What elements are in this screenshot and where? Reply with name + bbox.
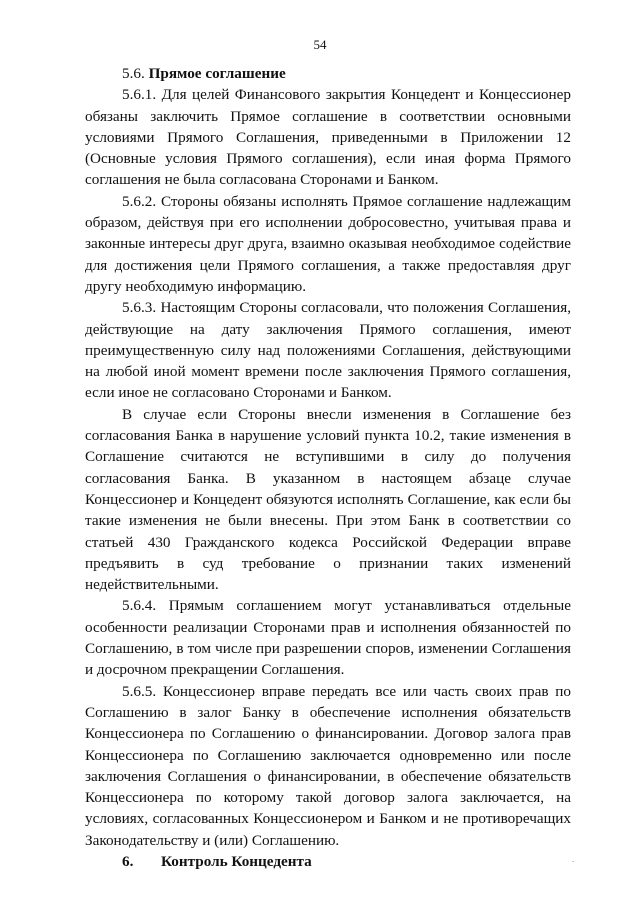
paragraph-5-6-2: 5.6.2. Стороны обязаны исполнять Прямое соглашение надлежащим образом, действуя при его исполнении добросовестно, учитывая права и законные интересы друг друга, взаимно оказывая необходимое содействие для достижения цели Прямого соглашения, а также предоставляя друг другу необходимую информацию. — [85, 192, 571, 295]
paragraph-5-6-1: 5.6.1. Для целей Финансового закрытия Концедент и Концессионер обязаны заключить Прямое соглашение в соответствии основными условиями Прямого Соглашения, приведенными в Приложении 12 (Основные условия Прямого соглашения), если иная форма Прямого соглашения не была согласована Сторонами и Банком. — [85, 86, 571, 189]
section-6-heading — [85, 851, 571, 872]
footer-mark: . — [572, 854, 575, 864]
section-5-6-heading — [85, 63, 571, 84]
section-6-title: Контроль Концедента — [161, 852, 312, 870]
paragraph-5-6-5: 5.6.5. Концессионер вправе передать все или часть своих прав по Соглашению в залог Банку в обеспечение исполнения обязательств Концессионера по Соглашению о финансировании. Договор залога прав Концессионера по Соглашению заключается одновременно или после заключения Соглашения о финансировании, в обеспечение обязательств Концессионера по которому такой договор залога заключается, на условиях, согласованных Концессионером и Банком и не противоречащих Законодательству и (или) Соглашению. — [85, 682, 571, 849]
paragraph-5-6-3-continuation: В случае если Стороны внесли изменения в Соглашение без согласования Банка в нарушение условий пункта 10.2, такие изменения в Соглашение считаются не вступившими в силу до получения согласования Банка. В указанном в настоящем абзаце случае Концессионер и Концедент обязуются исполнять Соглашение, как если бы такие изменения не были внесены. При этом Банк в соответствии со статьей 430 Гражданского кодекса Российской Федерации вправе предъявить в суд требование о признании таких изменений недействительными. — [85, 405, 571, 594]
page-number: 54 — [313, 37, 327, 52]
section-6-number: 6. — [122, 852, 134, 870]
section-5-6-title: Прямое соглашение — [148, 65, 286, 82]
section-5-6-number: 5.6. — [122, 65, 145, 82]
document-body — [85, 63, 571, 872]
paragraph-5-6-4: 5.6.4. Прямым соглашением могут устанавливаться отдельные особенности реализации Сторонами прав и исполнения обязанностей по Соглашению, в том числе при разрешении споров, изменении Соглашения и досрочном прекращении Соглашения. — [85, 597, 571, 679]
paragraph-5-6-3: 5.6.3. Настоящим Стороны согласовали, что положения Соглашения, действующие на дату заключения Прямого соглашения, имеют преимущественную силу над положениями Соглашения, действующими на любой иной момент времени после заключения Прямого соглашения, если иное не согласовано Сторонами и Банком. — [85, 299, 571, 402]
